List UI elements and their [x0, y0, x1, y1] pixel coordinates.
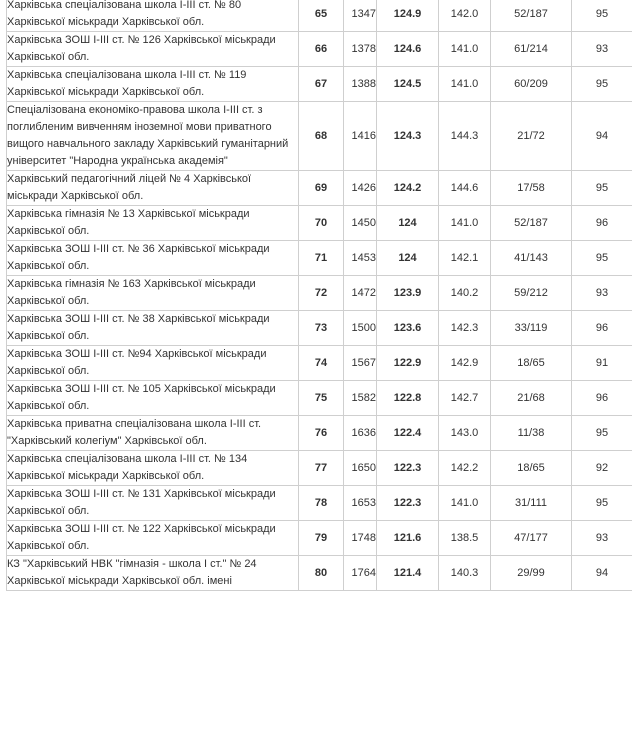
- overall-rank-cell: 1636: [344, 416, 377, 451]
- school-name-cell: Харківська ЗОШ І-ІІІ ст. №94 Харківської міськради Харківської обл.: [7, 346, 299, 381]
- percent-cell: 96: [572, 206, 633, 241]
- score-cell: 122.3: [377, 451, 439, 486]
- score-cell: 122.4: [377, 416, 439, 451]
- school-name-cell: КЗ "Харківський НВК "гімназія - школа І ст." № 24 Харківської міськради Харківської обл. імені: [7, 556, 299, 591]
- overall-rank-cell: 1347: [344, 0, 377, 32]
- score-secondary-cell: 138.5: [439, 521, 491, 556]
- score-cell: 122.9: [377, 346, 439, 381]
- score-cell: 122.3: [377, 486, 439, 521]
- table-row: [7, 381, 633, 416]
- score-cell: 124: [377, 241, 439, 276]
- table-row: [7, 32, 633, 67]
- overall-rank-cell: 1582: [344, 381, 377, 416]
- table-row: [7, 171, 633, 206]
- table-row: [7, 311, 633, 346]
- school-name-cell: Спеціалізована економіко-правова школа І-ІІІ ст. з поглибленим вивченням іноземної мови приватного вищого навчального закладу Харківський гуманітарний університет "Народна українська академія": [7, 102, 299, 171]
- score-secondary-cell: 142.3: [439, 311, 491, 346]
- school-name-cell: Харківська спеціалізована школа І-ІІІ ст. № 134 Харківської міськради Харківської обл.: [7, 451, 299, 486]
- percent-cell: 96: [572, 381, 633, 416]
- score-secondary-cell: 142.0: [439, 0, 491, 32]
- score-cell: 124: [377, 206, 439, 241]
- score-cell: 124.5: [377, 67, 439, 102]
- ratio-cell: 17/58: [491, 171, 572, 206]
- ratio-cell: 11/38: [491, 416, 572, 451]
- rank-cell: 77: [299, 451, 344, 486]
- table-row: [7, 67, 633, 102]
- overall-rank-cell: 1378: [344, 32, 377, 67]
- ratio-cell: 59/212: [491, 276, 572, 311]
- score-cell: 124.9: [377, 0, 439, 32]
- score-secondary-cell: 141.0: [439, 32, 491, 67]
- school-name-cell: Харківська гімназія № 13 Харківської міськради Харківської обл.: [7, 206, 299, 241]
- overall-rank-cell: 1472: [344, 276, 377, 311]
- percent-cell: 93: [572, 32, 633, 67]
- school-name-cell: Харківський педагогічний ліцей № 4 Харківської міськради Харківської обл.: [7, 171, 299, 206]
- score-cell: 124.2: [377, 171, 439, 206]
- overall-rank-cell: 1567: [344, 346, 377, 381]
- percent-cell: 93: [572, 276, 633, 311]
- ratio-cell: 60/209: [491, 67, 572, 102]
- rank-cell: 72: [299, 276, 344, 311]
- score-secondary-cell: 142.9: [439, 346, 491, 381]
- score-cell: 121.6: [377, 521, 439, 556]
- percent-cell: 93: [572, 521, 633, 556]
- rank-cell: 76: [299, 416, 344, 451]
- school-name-cell: Харківська ЗОШ І-ІІІ ст. № 131 Харківської міськради Харківської обл.: [7, 486, 299, 521]
- score-cell: 122.8: [377, 381, 439, 416]
- score-secondary-cell: 142.7: [439, 381, 491, 416]
- rank-cell: 73: [299, 311, 344, 346]
- school-name-cell: Харківська ЗОШ І-ІІІ ст. № 105 Харківської міськради Харківської обл.: [7, 381, 299, 416]
- table-row: [7, 206, 633, 241]
- rank-cell: 67: [299, 67, 344, 102]
- school-name-cell: Харківська приватна спеціалізована школа І-ІІІ ст. "Харківський колегіум" Харківської обл.: [7, 416, 299, 451]
- table-row: [7, 102, 633, 171]
- score-cell: 123.6: [377, 311, 439, 346]
- percent-cell: 95: [572, 67, 633, 102]
- table-row: [7, 276, 633, 311]
- percent-cell: 95: [572, 416, 633, 451]
- rank-cell: 70: [299, 206, 344, 241]
- ratio-cell: 33/119: [491, 311, 572, 346]
- ratio-cell: 18/65: [491, 346, 572, 381]
- school-name-cell: Харківська ЗОШ І-ІІІ ст. № 38 Харківської міськради Харківської обл.: [7, 311, 299, 346]
- percent-cell: 96: [572, 311, 633, 346]
- school-name-cell: Харківська гімназія № 163 Харківської міськради Харківської обл.: [7, 276, 299, 311]
- table-row: [7, 486, 633, 521]
- score-secondary-cell: 143.0: [439, 416, 491, 451]
- school-name-cell: Харківська спеціалізована школа І-ІІІ ст. № 119 Харківської міськради Харківської обл.: [7, 67, 299, 102]
- score-cell: 124.6: [377, 32, 439, 67]
- ratio-cell: 18/65: [491, 451, 572, 486]
- overall-rank-cell: 1764: [344, 556, 377, 591]
- ratio-cell: 52/187: [491, 206, 572, 241]
- overall-rank-cell: 1500: [344, 311, 377, 346]
- rank-cell: 74: [299, 346, 344, 381]
- score-secondary-cell: 141.0: [439, 486, 491, 521]
- rank-cell: 68: [299, 102, 344, 171]
- overall-rank-cell: 1650: [344, 451, 377, 486]
- overall-rank-cell: 1748: [344, 521, 377, 556]
- score-secondary-cell: 141.0: [439, 67, 491, 102]
- school-name-cell: Харківська ЗОШ І-ІІІ ст. № 126 Харківської міськради Харківської обл.: [7, 32, 299, 67]
- score-secondary-cell: 144.6: [439, 171, 491, 206]
- ratio-cell: 31/111: [491, 486, 572, 521]
- overall-rank-cell: 1653: [344, 486, 377, 521]
- school-name-cell: Харківська ЗОШ І-ІІІ ст. № 36 Харківської міськради Харківської обл.: [7, 241, 299, 276]
- percent-cell: 94: [572, 556, 633, 591]
- table-row: [7, 416, 633, 451]
- rank-cell: 69: [299, 171, 344, 206]
- table-row: [7, 451, 633, 486]
- ratio-cell: 61/214: [491, 32, 572, 67]
- score-secondary-cell: 144.3: [439, 102, 491, 171]
- score-cell: 121.4: [377, 556, 439, 591]
- table-row: [7, 0, 633, 32]
- table-row: [7, 241, 633, 276]
- ratio-cell: 21/72: [491, 102, 572, 171]
- percent-cell: 94: [572, 102, 633, 171]
- ratio-cell: 29/99: [491, 556, 572, 591]
- score-secondary-cell: 140.2: [439, 276, 491, 311]
- overall-rank-cell: 1450: [344, 206, 377, 241]
- table-row: [7, 346, 633, 381]
- score-secondary-cell: 141.0: [439, 206, 491, 241]
- percent-cell: 95: [572, 171, 633, 206]
- ratio-cell: 52/187: [491, 0, 572, 32]
- school-name-cell: Харківська спеціалізована школа І-ІІІ ст. № 80 Харківської міськради Харківської обл.: [7, 0, 299, 32]
- rank-cell: 80: [299, 556, 344, 591]
- rank-cell: 65: [299, 0, 344, 32]
- rank-cell: 79: [299, 521, 344, 556]
- percent-cell: 92: [572, 451, 633, 486]
- score-secondary-cell: 140.3: [439, 556, 491, 591]
- percent-cell: 95: [572, 0, 633, 32]
- table-row: [7, 556, 633, 591]
- rank-cell: 71: [299, 241, 344, 276]
- rank-cell: 75: [299, 381, 344, 416]
- school-name-cell: Харківська ЗОШ І-ІІІ ст. № 122 Харківської міськради Харківської обл.: [7, 521, 299, 556]
- rank-cell: 78: [299, 486, 344, 521]
- ratio-cell: 21/68: [491, 381, 572, 416]
- table-body: [7, 0, 633, 591]
- overall-rank-cell: 1416: [344, 102, 377, 171]
- ratio-cell: 47/177: [491, 521, 572, 556]
- overall-rank-cell: 1426: [344, 171, 377, 206]
- ratio-cell: 41/143: [491, 241, 572, 276]
- rank-cell: 66: [299, 32, 344, 67]
- table-row: [7, 521, 633, 556]
- overall-rank-cell: 1453: [344, 241, 377, 276]
- school-ranking-table: [6, 0, 632, 591]
- score-cell: 124.3: [377, 102, 439, 171]
- score-secondary-cell: 142.2: [439, 451, 491, 486]
- score-secondary-cell: 142.1: [439, 241, 491, 276]
- percent-cell: 91: [572, 346, 633, 381]
- ranking-table-container: [6, 0, 632, 749]
- percent-cell: 95: [572, 241, 633, 276]
- percent-cell: 95: [572, 486, 633, 521]
- overall-rank-cell: 1388: [344, 67, 377, 102]
- score-cell: 123.9: [377, 276, 439, 311]
